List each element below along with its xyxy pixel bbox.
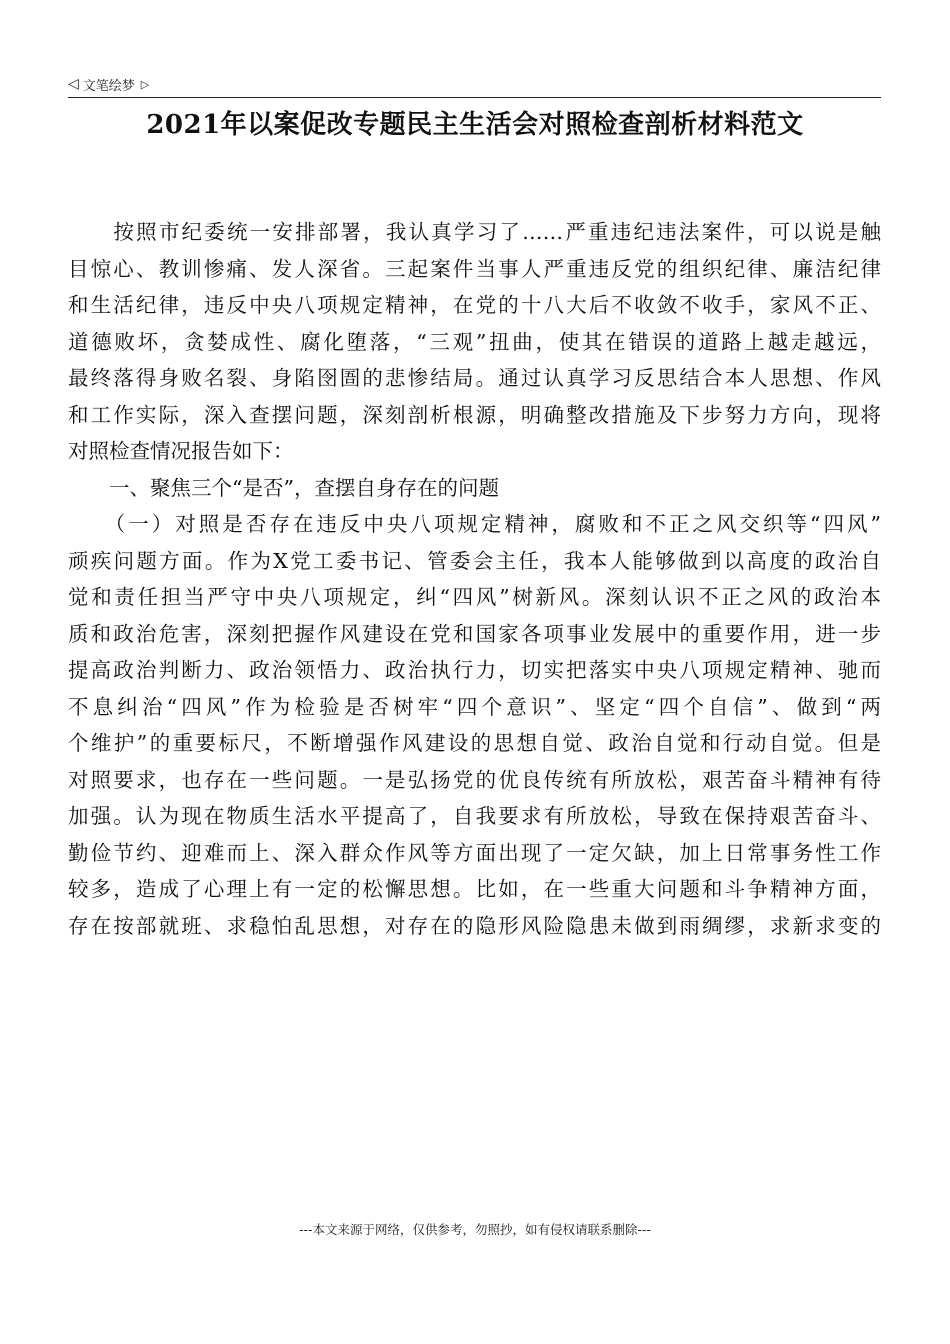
document-title: 2021年以案促改专题民主生活会对照检查剖析材料范文 bbox=[146, 110, 804, 140]
body-line: 和生活纪律，违反中央八项规定精神，在党的十八大后不收敛不收手，家风不正、 bbox=[68, 293, 881, 317]
body-line: 觉和责任担当严守中央八项规定，纠“四风”树新风。深刻认识不正之风的政治本 bbox=[68, 585, 881, 609]
body-line: 存在按部就班、求稳怕乱思想，对存在的隐形风险隐患未做到雨绸缪，求新求变的 bbox=[68, 913, 881, 938]
body-line: 对照检查情况报告如下： bbox=[68, 439, 294, 463]
body-line: 按照市纪委统一安排部署，我认真学习了……严重违纪违法案件，可以说是触 bbox=[68, 220, 881, 244]
body-line: 最终落得身败名裂、身陷囹圄的悲惨结局。通过认真学习反思结合本人思想、作风 bbox=[68, 366, 881, 390]
triangle-left-icon: ◁ bbox=[68, 76, 79, 92]
body-line: 质和政治危害，深刻把握作风建设在党和国家各项事业发展中的重要作用，进一步 bbox=[68, 621, 881, 646]
body-line: 加强。认为现在物质生活水平提高了，自我要求有所放松，导致在保持艰苦奋斗、 bbox=[68, 804, 881, 828]
triangle-right-icon: ▷ bbox=[140, 77, 150, 91]
header-brand: 文笔绘梦 bbox=[82, 78, 135, 94]
page-header bbox=[68, 74, 149, 94]
body-line: 提高政治判断力、政治领悟力、政治执行力，切实把落实中央八项规定精神、驰而 bbox=[68, 658, 881, 682]
body-line: 较多，造成了心理上有一定的松懈思想。比如，在一些重大问题和斗争精神方面， bbox=[68, 877, 881, 901]
body-line: 顽疾问题方面。作为X党工委书记、管委会主任，我本人能够做到以高度的政治自 bbox=[68, 548, 881, 573]
header-rule bbox=[68, 97, 881, 98]
body-line: 和工作实际，深入查摆问题，深刻剖析根源，明确整改措施及下步努力方向，现将 bbox=[68, 402, 881, 427]
body-line: 个维护”的重要标尺，不断增强作风建设的思想自觉、政治自觉和行动自觉。但是 bbox=[68, 731, 881, 755]
body-line: 道德败坏，贪婪成性、腐化堕落，“三观”扭曲，使其在错误的道路上越走越远， bbox=[68, 329, 881, 354]
page-footer-disclaimer: ---本文来源于网络，仅供参考，勿照抄，如有侵权请联系删除--- bbox=[298, 1222, 652, 1237]
body-line: 对照要求，也存在一些问题。一是弘扬党的优良传统有所放松，艰苦奋斗精神有待 bbox=[68, 767, 881, 792]
section-heading: 一、聚焦三个“是否”，查摆自身存在的问题 bbox=[68, 475, 499, 500]
body-line: 目惊心、教训惨痛、发人深省。三起案件当事人严重违反党的组织纪律、廉洁纪律 bbox=[68, 256, 881, 281]
body-line: （一）对照是否存在违反中央八项规定精神，腐败和不正之风交织等“四风” bbox=[68, 512, 881, 536]
body-line: 不息纠治“四风”作为检验是否树牢“四个意识”、坚定“四个自信”、做到“两 bbox=[68, 694, 881, 719]
document-body bbox=[68, 214, 881, 944]
body-line: 勤俭节约、迎难而上、深入群众作风等方面出现了一定欠缺，加上日常事务性工作 bbox=[68, 840, 881, 865]
